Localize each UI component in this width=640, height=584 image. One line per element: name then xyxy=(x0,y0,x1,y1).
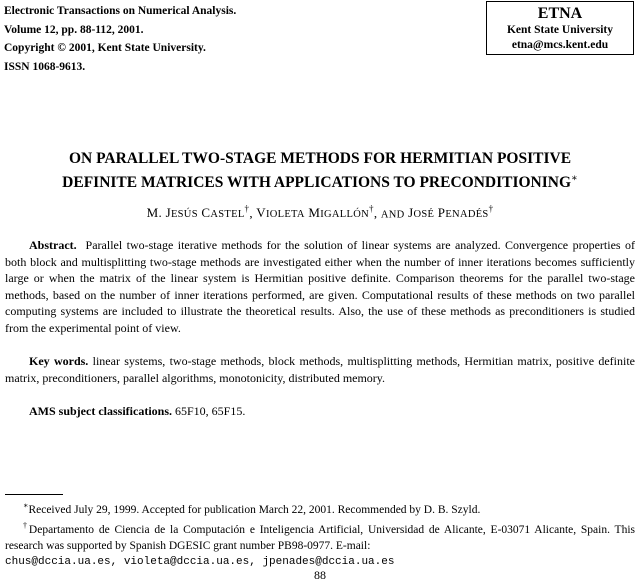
journal-volume: Volume 12, pp. 88-112, 2001. xyxy=(4,23,144,36)
author-1-first-initial: M. J xyxy=(146,205,171,221)
title-footnote-mark: ∗ xyxy=(571,173,578,184)
paper-title xyxy=(0,149,640,193)
journal-info xyxy=(4,2,236,76)
abstract-text: Parallel two-stage iterative methods for the solution of linear systems are analyzed. Convergence properties of both block and multisplitting two-stage methods are investigated either when the number of inner iterations becomes sufficiently large or when the matrix of the linear system is Hermitian positive definite. Comparison theorems for the parallel two-stage methods, based on the number of inner iterations performed, are given. Computational results of these methods on two parallel computing systems are included to illustrate the theoretical results. Also, the use of these methods as preconditioners is studied from the experimental point of view. xyxy=(5,238,635,335)
etna-university: Kent State University xyxy=(506,24,614,36)
footnotes xyxy=(5,498,635,571)
ams-label: AMS subject classifications. xyxy=(29,404,172,418)
ams-classifications xyxy=(5,403,635,420)
footnote-1-mark: ∗ xyxy=(23,501,29,510)
footnote-1-text: Received July 29, 1999. Accepted for publication March 22, 2001. Recommended by D. B. Szyld. xyxy=(28,503,481,516)
etna-name: ETNA xyxy=(537,5,583,22)
keywords xyxy=(5,353,635,386)
author-list: M. JESÚS CASTEL†, VIOLETA MIGALLÓN†, AND JOSÉ PENADÉS† xyxy=(146,204,494,221)
abstract xyxy=(5,237,635,336)
ams-text: 65F10, 65F15. xyxy=(175,404,246,418)
journal-copyright: Copyright © 2001, Kent State University. xyxy=(4,42,206,54)
footnote-email-list: chus@dccia.ua.es, violeta@dccia.ua.es, jpenades@dccia.ua.es xyxy=(5,556,395,569)
author-1-first-rest: ESÚS xyxy=(170,209,198,221)
author-2-first-initial: V xyxy=(256,205,266,221)
author-2 xyxy=(256,205,374,220)
author-2-first-rest: IOLETA xyxy=(265,209,305,221)
footnote-affiliation xyxy=(5,518,635,554)
author-2-surname-initial: M xyxy=(304,205,321,221)
author-1-surname-rest: ASTEL xyxy=(210,209,245,221)
page-number: 88 xyxy=(314,568,326,582)
author-3-mark: † xyxy=(488,204,494,214)
etna-box xyxy=(486,1,634,55)
title-line-2 xyxy=(0,169,640,193)
journal-name: Electronic Transactions on Numerical Analysis. xyxy=(4,5,237,17)
footnote-received xyxy=(5,498,635,518)
author-3-surname-rest: ENADÉS xyxy=(445,209,489,221)
footnote-2-text: Departamento de Ciencia de la Computación e Inteligencia Artificial, Universidad de Alicante, E-03071 Alicante, Spain. This research was supported by Spanish DGESIC grant number PB98-0977. E-mail: xyxy=(5,524,635,552)
author-1-mark: † xyxy=(244,204,250,214)
author-3 xyxy=(408,205,493,220)
author-2-surname-rest: IGALLÓN xyxy=(320,209,369,221)
author-conjunction: AND xyxy=(380,209,405,221)
author-1-surname-initial: C xyxy=(197,205,211,221)
author-3-first-rest: OSÉ xyxy=(413,209,435,221)
journal-issn: ISSN 1068-9613. xyxy=(4,60,86,73)
footnote-divider xyxy=(5,494,63,495)
title-line-2-text: DEFINITE MATRICES WITH APPLICATIONS TO PRECONDITIONING xyxy=(62,174,572,192)
etna-email: etna@mcs.kent.edu xyxy=(511,39,609,51)
abstract-label: Abstract. xyxy=(29,238,77,252)
keywords-label: Key words. xyxy=(29,354,89,368)
footnote-2-mark: † xyxy=(23,521,29,531)
author-2-mark: † xyxy=(369,204,374,214)
author-3-first-initial: J xyxy=(408,205,414,221)
author-3-surname-initial: P xyxy=(434,205,446,221)
title-line-1: ON PARALLEL TWO-STAGE METHODS FOR HERMITIAN POSITIVE xyxy=(68,150,572,167)
keywords-text: linear systems, two-stage methods, block methods, multisplitting methods, Hermitian matrix, positive definite matrix, preconditioners, parallel algorithms, monotonicity, distributed memory. xyxy=(5,354,635,385)
author-1 xyxy=(147,205,250,220)
